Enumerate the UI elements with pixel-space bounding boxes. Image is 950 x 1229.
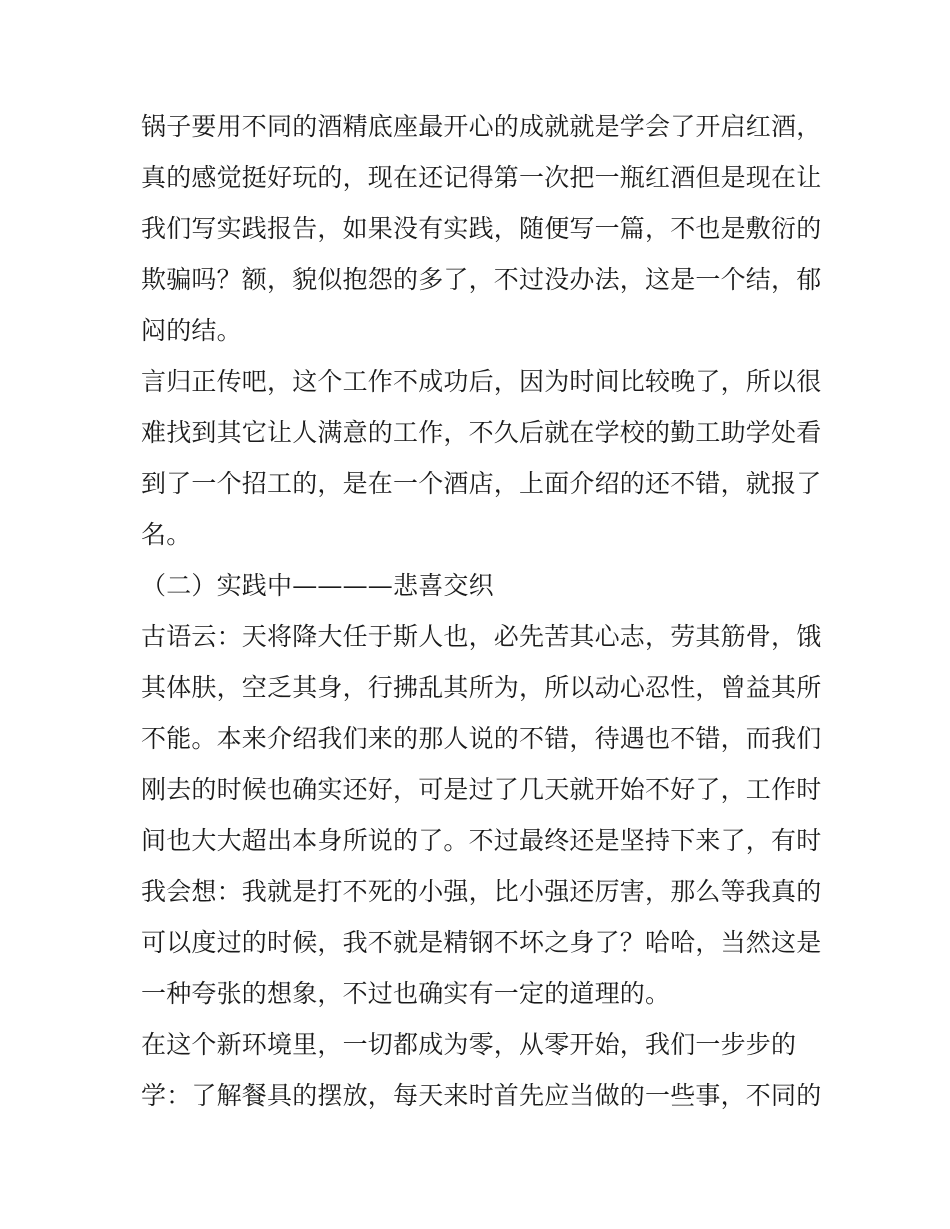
text-line: 我会想：我就是打不死的小强，比小强还厉害，那么等我真的 xyxy=(141,877,822,906)
text-line: 不能。本来介绍我们来的那人说的不错，待遇也不错，而我们 xyxy=(141,724,822,753)
text-line: 我们写实践报告，如果没有实践，随便写一篇，不也是敷衍的 xyxy=(141,214,822,243)
text-line: 刚去的时候也确实还好，可是过了几天就开始不好了，工作时 xyxy=(141,775,822,804)
text-line: 古语云：天将降大任于斯人也，必先苦其心志，劳其筋骨，饿 xyxy=(141,622,822,651)
text-line: 间也大大超出本身所说的了。不过最终还是坚持下来了，有时 xyxy=(141,826,822,855)
section-heading: （二）实践中————悲喜交织 xyxy=(141,571,494,600)
text-line: 闷的结。 xyxy=(141,316,242,345)
paragraph-4 xyxy=(141,1019,821,1121)
paragraph-1 xyxy=(141,101,821,356)
text-line: 到了一个招工的，是在一个酒店，上面介绍的还不错，就报了 xyxy=(141,469,822,498)
text-line: 可以度过的时候，我不就是精钢不坏之身了？哈哈，当然这是 xyxy=(141,928,822,957)
paragraph-3 xyxy=(141,611,821,1019)
text-line: 学：了解餐具的摆放，每天来时首先应当做的一些事，不同的 xyxy=(141,1081,822,1110)
text-line: 一种夸张的想象，不过也确实有一定的道理的。 xyxy=(141,979,671,1008)
text-line: 欺骗吗？额，貌似抱怨的多了，不过没办法，这是一个结，郁 xyxy=(141,265,822,294)
document-body xyxy=(141,101,821,1121)
text-line: 名。 xyxy=(141,520,192,549)
text-line: 在这个新环境里，一切都成为零，从零开始，我们一步步的 xyxy=(141,1030,797,1059)
text-line: 言归正传吧，这个工作不成功后，因为时间比较晚了，所以很 xyxy=(141,367,822,396)
paragraph-2 xyxy=(141,356,821,560)
text-line: 真的感觉挺好玩的，现在还记得第一次把一瓶红酒但是现在让 xyxy=(141,163,822,192)
text-line: 锅子要用不同的酒精底座最开心的成就就是学会了开启红酒， xyxy=(141,112,822,141)
text-line: 其体肤，空乏其身，行拂乱其所为，所以动心忍性，曾益其所 xyxy=(141,673,822,702)
text-line: 难找到其它让人满意的工作，不久后就在学校的勤工助学处看 xyxy=(141,418,822,447)
